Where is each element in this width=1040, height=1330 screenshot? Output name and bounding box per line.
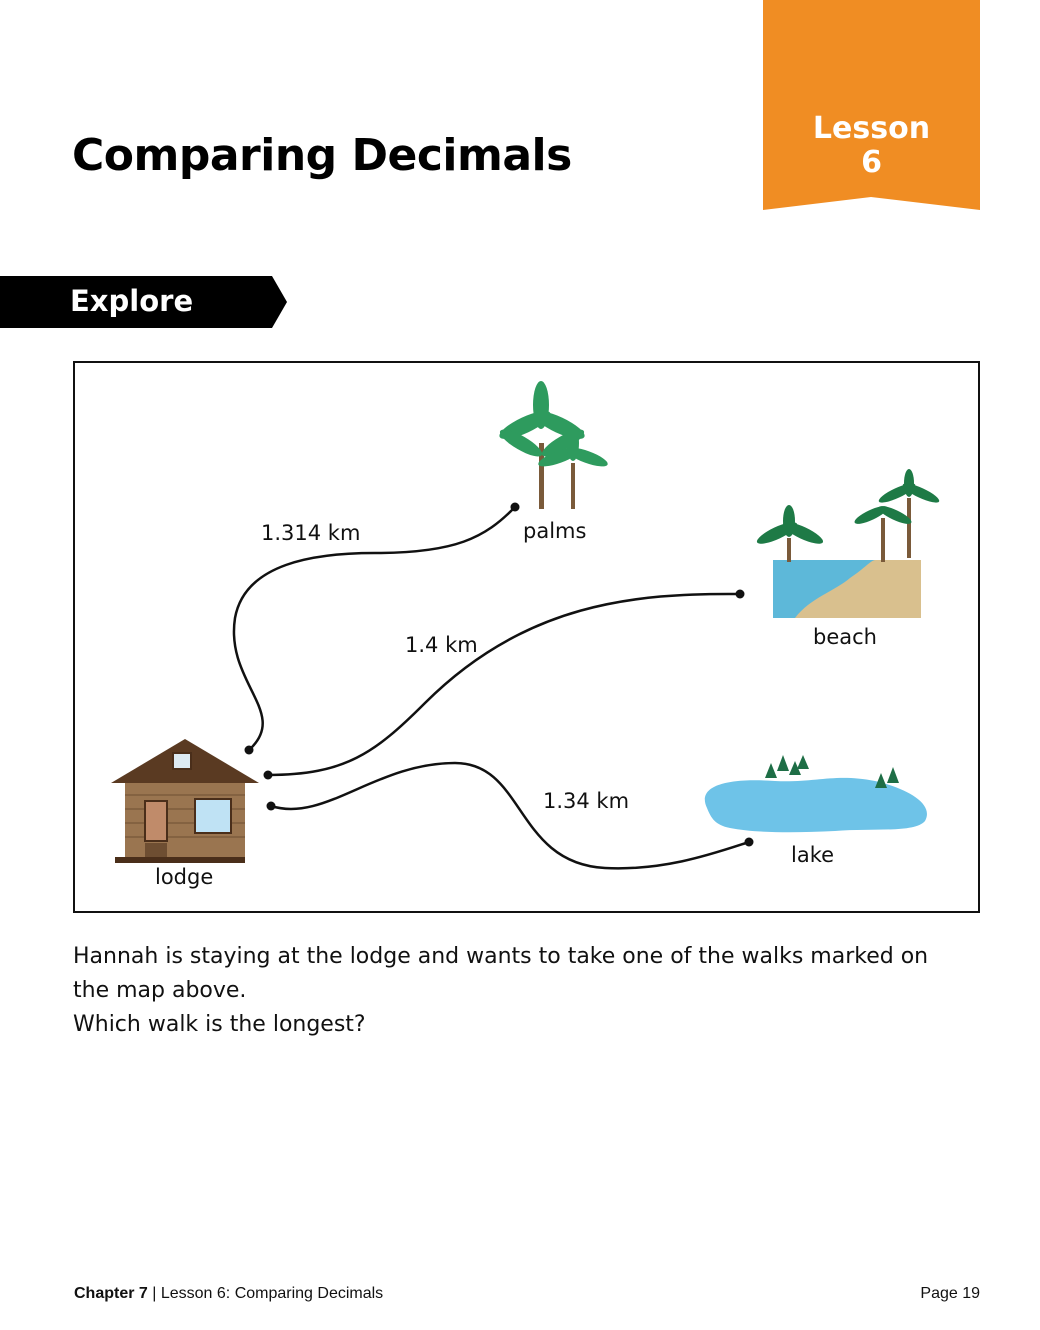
footer-breadcrumb (74, 1285, 383, 1303)
palm-trees-icon (496, 381, 609, 509)
place-label-beach: beach (813, 625, 877, 649)
distance-label-palms: 1.314 km (261, 521, 361, 545)
path-dot (745, 838, 754, 847)
path-to-lake (271, 763, 749, 868)
page-title: Comparing Decimals (72, 130, 572, 181)
distance-label-beach: 1.4 km (405, 633, 478, 657)
question-line: Which walk is the longest? (73, 1012, 366, 1037)
footer-divider: | (152, 1285, 161, 1302)
lake-icon (705, 755, 927, 832)
lesson-tab (763, 0, 980, 210)
lesson-number: 6 (861, 145, 882, 180)
map-illustration (73, 361, 980, 913)
beach-icon (755, 469, 942, 618)
path-dot (264, 771, 273, 780)
path-to-beach (268, 594, 740, 775)
place-label-lake: lake (791, 843, 835, 867)
path-dot (245, 746, 254, 755)
distance-label-lake: 1.34 km (543, 789, 630, 813)
lodge-icon (111, 739, 259, 863)
question-line: the map above. (73, 978, 247, 1003)
page-number: Page 19 (920, 1285, 980, 1302)
question-line: Hannah is staying at the lodge and wants to take one of the walks marked on (73, 944, 929, 969)
footer-chapter: Chapter 7 (74, 1285, 148, 1302)
place-label-lodge: lodge (155, 865, 214, 889)
explore-banner (0, 276, 288, 328)
footer-lesson: Lesson 6: Comparing Decimals (160, 1285, 384, 1302)
path-dot (267, 802, 276, 811)
path-dot (736, 590, 745, 599)
question-text (73, 940, 973, 1042)
path-dot (511, 503, 520, 512)
place-label-palms: palms (523, 519, 587, 543)
lesson-label: Lesson (812, 111, 931, 146)
section-label: Explore (70, 284, 194, 318)
